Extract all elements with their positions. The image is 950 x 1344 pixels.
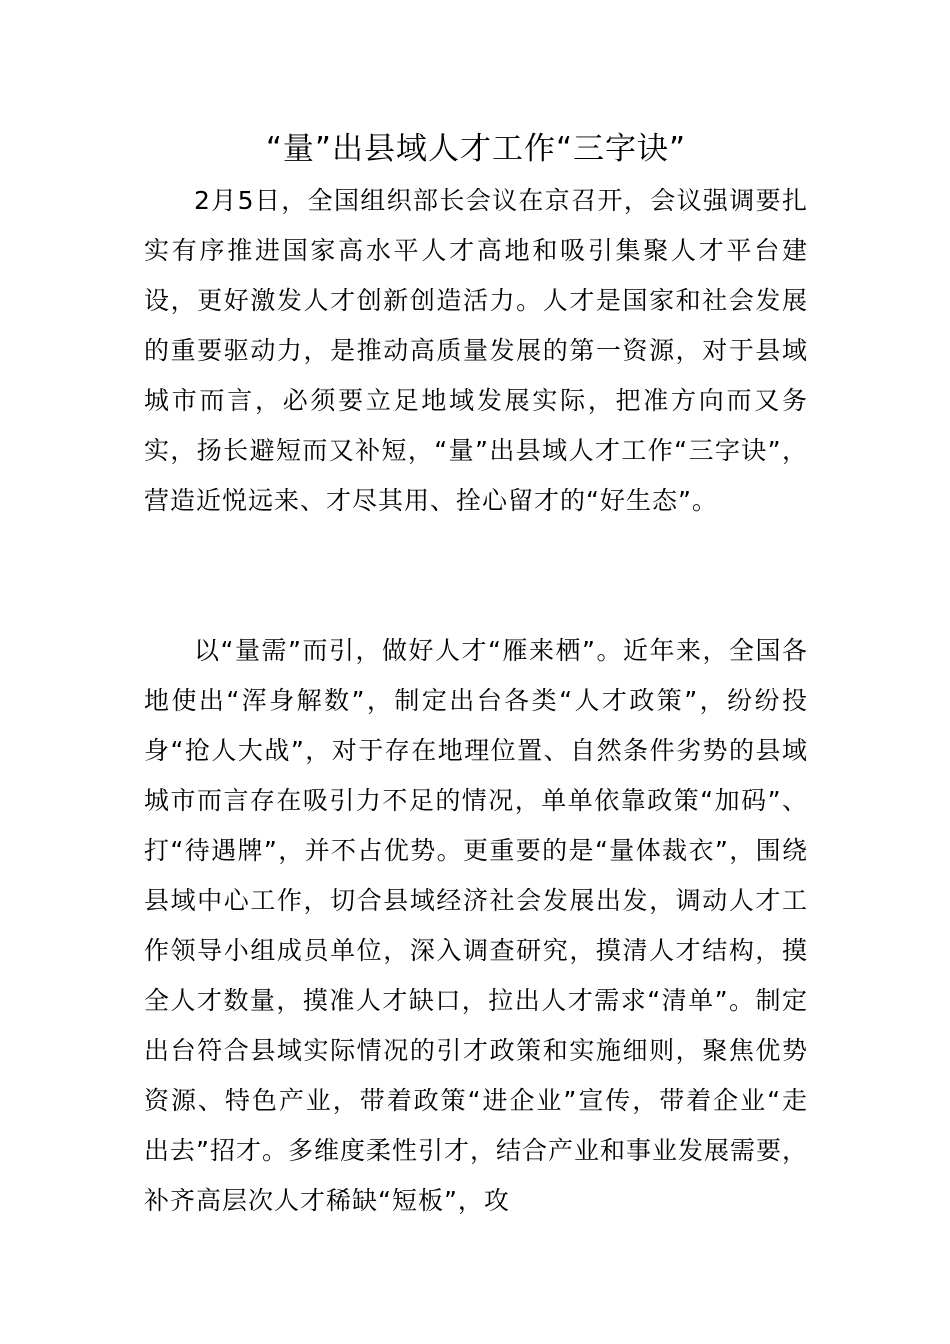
- paragraph-intro: 2月5日，全国组织部长会议在京召开，会议强调要扎实有序推进国家高水平人才高地和吸引集聚人才平台建设，更好激发人才创新创造活力。人才是国家和社会发展的重要驱动力，是推动高质量发展的第一资源，对于县域城市而言，必须要立足地域发展实际，把准方向而又务实，扬长避短而又补短，“量”出县域人才工作“三字诀”，营造近悦远来、才尽其用、拴心留才的“好生态”。: [144, 186, 808, 515]
- paragraph-attract-talent: 以“量需”而引，做好人才“雁来栖”。近年来，全国各地使出“浑身解数”，制定出台各类“人才政策”，纷纷投身“抢人大战”，对于存在地理位置、自然条件劣势的县域城市而言存在吸引力不足的情况，单单依靠政策“加码”、打“待遇牌”，并不占优势。更重要的是“量体裁衣”，围绕县域中心工作，切合县域经济社会发展出发，调动人才工作领导小组成员单位，深入调查研究，摸清人才结构，摸全人才数量，摸准人才缺口，拉出人才需求“清单”。制定出台符合县域实际情况的引才政策和实施细则，聚焦优势资源、特色产业，带着政策“进企业”宣传，带着企业“走出去”招才。多维度柔性引才，结合产业和事业发展需要，补齐高层次人才稀缺“短板”，攻: [144, 636, 808, 1215]
- document-title: “量”出县域人才工作“三字诀”: [265, 131, 687, 167]
